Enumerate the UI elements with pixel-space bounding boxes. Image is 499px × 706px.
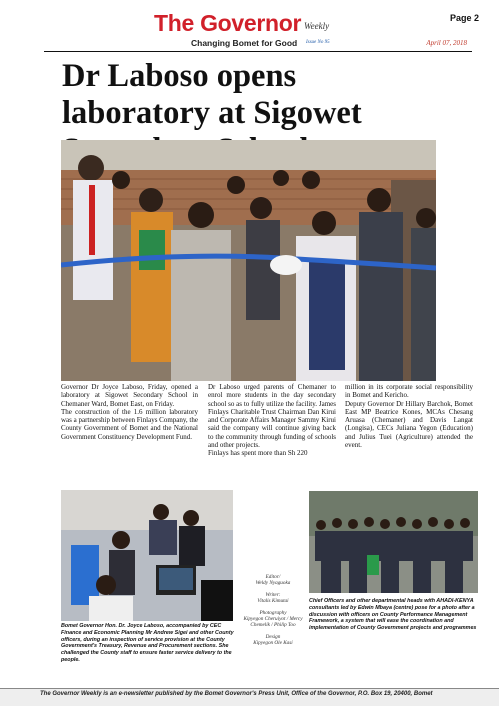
left-photo-caption: Bomet Governor Hon. Dr. Joyce Laboso, accompanied by CEC Finance and Economic Planning Mr Andrew Sigei and other County officers, during an inspection of service provision at the County Government's Treasury, Revenue and Procurement sections. She challenged the County staff to ensure faster service delivery to the people. — [61, 623, 234, 663]
page-number: Page 2 — [449, 13, 479, 23]
issue-date: April 07, 2018 — [426, 39, 467, 47]
footer-text: The Governor Weekly is an e-newsletter published by the Bomet Governor's Press Unit, Office of the Governor, P.O. Box 19, 20400, Bomet — [40, 691, 433, 697]
photo-label: Photography — [259, 609, 287, 616]
article-column-1 — [61, 383, 198, 441]
article-column-3 — [345, 383, 473, 449]
article-paragraph: Deputy Governor Dr Hillary Barchok, Bomet East MP Beatrice Kones, MCAs Chesang Aruasa (Chemaner) and Davis Langat (Longisa), CECs Juliana Yegon (Education) and Julius Tuei (Agriculture) attended the event. — [345, 399, 473, 450]
photo-credit: Kipyegon Cheruiyot / Mercy Chemelik / Philip Too — [243, 616, 303, 629]
right-photo-caption: Chief Officers and other departmental heads with AHADI-KENYA consultants led by Edwin Mbaya (centre) pose for a photo after a discussion with officers on County Performance Management Framework, a system that will ease the coordination and implementation of County Government projects and programmes — [309, 598, 477, 632]
article-paragraph: Dr Laboso urged parents of Chemaner to enrol more students in the day secondary school so as to fully utilize the facility. James Finlays Charitable Trust Chairman Dan Kirui and Corporate Affairs Manager Sammy Kirui said the company will continue giving back to the community through funding of schools and other projects. — [208, 383, 336, 450]
article-column-2 — [208, 383, 336, 458]
issue-number: Issue No 95 — [306, 40, 330, 45]
article-paragraph: million in its corporate social responsibility in Bomet and Kericho. — [345, 383, 473, 400]
newsletter-weekly-label: Weekly — [304, 21, 330, 31]
editor-name: Weldy Nyaguoka — [255, 580, 291, 587]
masthead-rule — [44, 51, 472, 52]
newsletter-title: The Governor — [154, 10, 302, 36]
treasury-inspection-photo — [61, 490, 233, 621]
writer-label: Writer: — [265, 591, 281, 598]
editor-label: Editor/ — [265, 574, 281, 580]
article-paragraph: The construction of the 1.6 million laboratory was a partnership between Finlays Company, the County Government of Bomet and the National Government Constituency Development Fund. — [61, 407, 198, 441]
credits-block — [240, 574, 306, 647]
design-label: Design — [265, 633, 281, 640]
article-paragraph: Governor Dr Joyce Laboso, Friday, opened a laboratory at Sigowet Secondary School in Chemaner Ward, Bomet East, on Friday. — [61, 383, 198, 408]
design-credit: Kipyegon Ole Kasi — [253, 640, 293, 647]
article-headline: Dr Laboso opens laboratory at Sigowet — [62, 58, 362, 131]
ribbon-cutting-photo — [61, 140, 436, 381]
group-photo — [309, 491, 478, 593]
writer-name: Vitalis Kimutai — [257, 598, 289, 605]
newsletter-tagline: Changing Bomet for Good — [191, 38, 298, 48]
article-paragraph: Finlays has spent more than Sh 220 — [208, 449, 308, 458]
